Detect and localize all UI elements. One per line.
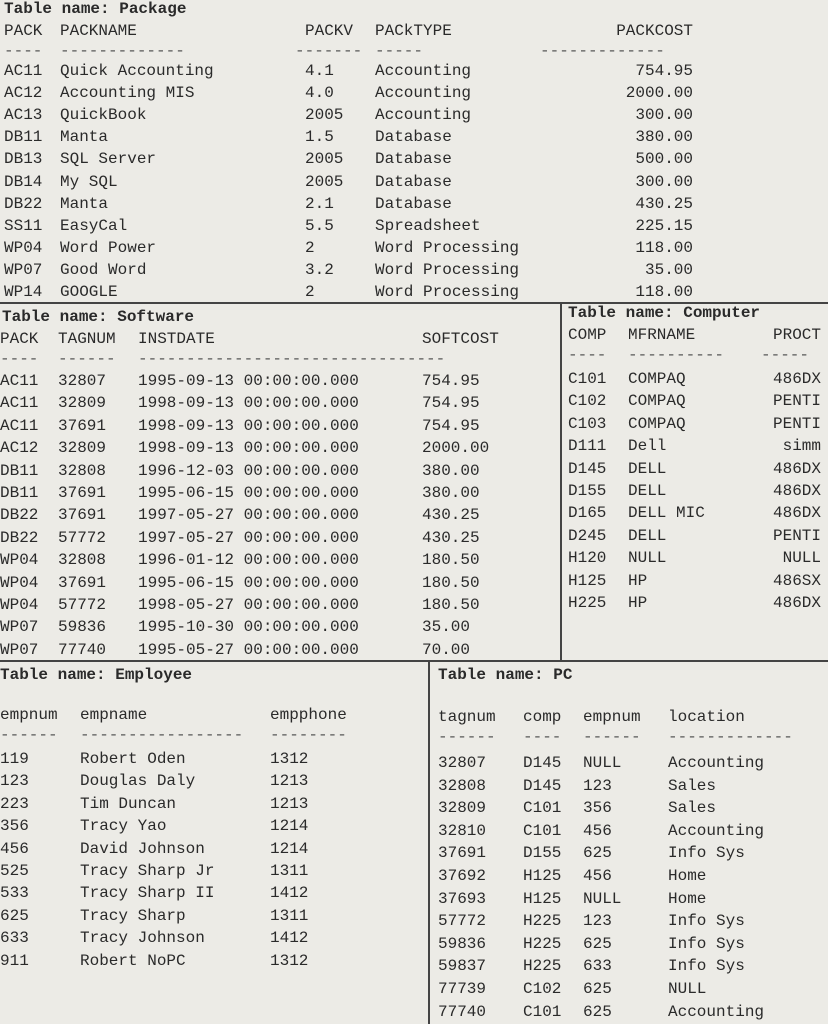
table-cell: 4.1 <box>305 62 334 80</box>
header-rule: ---------- <box>628 346 725 364</box>
table-cell: DB14 <box>4 172 43 191</box>
table-cell: David Johnson <box>80 839 205 858</box>
table-cell: H225 <box>523 934 562 953</box>
table-cell: H125 <box>523 867 562 885</box>
table-cell: 123 <box>583 912 612 931</box>
divider <box>560 302 562 660</box>
table-cell: 1997-05-27 00:00:00.000 <box>138 528 359 547</box>
table-cell: Accounting MIS <box>60 84 195 103</box>
column-header: empnum <box>0 706 58 724</box>
column-header: SOFTCOST <box>422 330 499 348</box>
table-cell: 456 <box>583 867 612 885</box>
table-cell: H225 <box>523 957 562 976</box>
table-cell: 911 <box>0 951 29 970</box>
table-cell: 625 <box>0 906 29 925</box>
table-cell: 2005 <box>305 150 344 169</box>
table-cell: SQL Server <box>60 150 157 169</box>
table-cell: EasyCal <box>60 216 128 235</box>
table-cell: Quick Accounting <box>60 62 214 80</box>
table-cell: 32807 <box>58 372 107 390</box>
table-cell: 754.95 <box>422 372 480 390</box>
table-cell: NULL <box>583 754 622 772</box>
table-cell: 37692 <box>438 867 487 885</box>
column-header: empnum <box>583 708 641 726</box>
table-cell: 1412 <box>270 884 309 903</box>
table-cell: D155 <box>568 482 607 500</box>
package-table <box>0 0 828 304</box>
table-cell: 37691 <box>58 416 107 435</box>
table-cell: DELL <box>628 482 667 500</box>
table-cell: 32808 <box>58 461 107 480</box>
table-cell: 1998-09-13 00:00:00.000 <box>138 394 359 413</box>
table-cell: DELL MIC <box>628 504 705 523</box>
computer-table <box>562 304 828 660</box>
table-cell: 2000.00 <box>422 439 490 458</box>
table-cell: 430.25 <box>422 506 480 525</box>
table-cell: DB22 <box>4 194 43 213</box>
table-cell: 1213 <box>270 794 309 813</box>
table-cell: 1214 <box>270 817 309 836</box>
column-header: PACkTYPE <box>375 22 452 40</box>
table-cell: 525 <box>0 862 29 880</box>
column-header: tagnum <box>438 708 496 726</box>
table-cell: Manta <box>60 128 109 147</box>
table-cell: C101 <box>568 370 607 388</box>
table-cell: simm <box>782 437 821 456</box>
table-title: Table name: Software <box>2 308 195 326</box>
header-rule: ---- <box>523 728 562 746</box>
table-cell: 5.5 <box>305 216 334 235</box>
column-header: PACK <box>4 22 43 40</box>
table-cell: 223 <box>0 794 29 813</box>
header-rule: ------------- <box>668 728 793 746</box>
table-cell: AC12 <box>4 84 43 103</box>
table-cell: DB22 <box>0 506 39 525</box>
table-cell: 1213 <box>270 772 309 791</box>
table-cell: 754.95 <box>422 394 480 413</box>
table-cell: Word Power <box>60 238 157 257</box>
table-cell: 1996-01-12 00:00:00.000 <box>138 551 359 570</box>
table-cell: 37693 <box>438 889 487 908</box>
table-cell: 486DX <box>772 504 821 523</box>
table-cell: Robert Oden <box>80 750 186 768</box>
table-cell: 32809 <box>58 439 107 458</box>
table-cell: NULL <box>583 889 622 908</box>
table-cell: C103 <box>568 414 607 433</box>
column-header: PROCT <box>772 326 821 344</box>
header-rule: ------ <box>583 728 641 746</box>
table-cell: 123 <box>0 772 29 791</box>
table-cell: C101 <box>523 821 562 840</box>
header-rule: ------- <box>295 42 363 60</box>
header-rule: ---- <box>4 42 43 60</box>
table-cell: Home <box>668 867 707 885</box>
table-cell: 32810 <box>438 821 487 840</box>
table-cell: 380.00 <box>635 128 693 147</box>
table-cell: 180.50 <box>422 596 480 614</box>
table-cell: 118.00 <box>635 238 693 257</box>
table-cell: 1311 <box>270 862 309 880</box>
table-cell: 70.00 <box>422 640 471 659</box>
table-cell: Good Word <box>60 260 147 279</box>
table-cell: H125 <box>523 889 562 908</box>
table-cell: Tracy Sharp II <box>80 884 215 903</box>
table-cell: DB13 <box>4 150 43 169</box>
table-cell: 380.00 <box>422 484 480 502</box>
table-cell: 633 <box>583 957 612 976</box>
table-cell: Spreadsheet <box>375 216 481 235</box>
table-cell: 1996-12-03 00:00:00.000 <box>138 461 359 480</box>
table-cell: 4.0 <box>305 84 334 103</box>
header-rule: ----- <box>761 346 810 364</box>
table-cell: 3.2 <box>305 260 334 279</box>
table-title: Table name: Employee <box>0 666 193 684</box>
table-cell: 1312 <box>270 750 309 768</box>
table-cell: 57772 <box>438 912 487 931</box>
table-cell: 35.00 <box>644 260 693 279</box>
table-cell: D145 <box>568 459 607 478</box>
table-cell: GOOGLE <box>60 283 118 301</box>
table-cell: WP04 <box>0 596 39 614</box>
table-cell: Database <box>375 194 452 213</box>
table-cell: 1995-05-27 00:00:00.000 <box>138 640 359 659</box>
table-cell: 430.25 <box>422 528 480 547</box>
table-cell: PENTI <box>772 392 821 411</box>
table-cell: COMPAQ <box>628 414 686 433</box>
table-cell: 57772 <box>58 528 107 547</box>
table-cell: 356 <box>0 817 29 836</box>
table-cell: NULL <box>668 980 707 998</box>
table-cell: 77740 <box>438 1002 487 1021</box>
table-cell: DELL <box>628 459 667 478</box>
table-cell: 625 <box>583 844 612 863</box>
table-cell: My SQL <box>60 172 118 191</box>
table-cell: Manta <box>60 194 109 213</box>
table-cell: C102 <box>523 980 562 998</box>
table-cell: H225 <box>523 912 562 931</box>
table-cell: D145 <box>523 754 562 772</box>
table-cell: Database <box>375 128 452 147</box>
table-cell: 1.5 <box>305 128 334 147</box>
table-cell: Tracy Sharp Jr <box>80 862 215 880</box>
column-header: TAGNUM <box>58 330 116 348</box>
table-cell: 1995-06-15 00:00:00.000 <box>138 573 359 592</box>
employee-table <box>0 662 428 1024</box>
table-cell: AC11 <box>4 62 43 80</box>
table-cell: 2 <box>305 283 315 301</box>
column-header: PACKCOST <box>616 22 693 40</box>
table-cell: 180.50 <box>422 551 480 570</box>
column-header: INSTDATE <box>138 330 215 348</box>
table-cell: 625 <box>583 934 612 953</box>
table-cell: Accounting <box>375 84 472 103</box>
table-cell: Accounting <box>375 62 472 80</box>
divider <box>428 660 430 1024</box>
table-cell: SS11 <box>4 216 43 235</box>
table-cell: 625 <box>583 980 612 998</box>
header-rule: ---- <box>0 350 39 368</box>
table-title: Table name: Package <box>4 0 187 18</box>
table-cell: 300.00 <box>635 172 693 191</box>
table-cell: H125 <box>568 571 607 590</box>
table-cell: 2005 <box>305 106 344 125</box>
column-header: PACK <box>0 330 39 348</box>
table-cell: 37691 <box>58 484 107 502</box>
header-rule: ------------- <box>540 42 665 60</box>
table-cell: 300.00 <box>635 106 693 125</box>
table-cell: PENTI <box>772 526 821 545</box>
divider <box>0 302 828 304</box>
table-cell: COMPAQ <box>628 392 686 411</box>
column-header: comp <box>523 708 562 726</box>
header-rule: ------------- <box>60 42 185 60</box>
table-cell: DB11 <box>0 461 39 480</box>
table-cell: 77740 <box>58 640 107 659</box>
table-cell: 486DX <box>772 370 821 388</box>
table-cell: 486DX <box>772 594 821 612</box>
table-cell: H225 <box>568 594 607 612</box>
table-cell: C102 <box>568 392 607 411</box>
table-cell: HP <box>628 571 648 590</box>
table-cell: Info Sys <box>668 934 745 953</box>
header-rule: ----- <box>375 42 424 60</box>
column-header: MFRNAME <box>628 326 696 344</box>
table-cell: NULL <box>782 549 821 568</box>
table-cell: 1998-09-13 00:00:00.000 <box>138 439 359 458</box>
table-cell: Accounting <box>668 1002 765 1021</box>
header-rule: ------ <box>58 350 116 368</box>
table-cell: 37691 <box>438 844 487 863</box>
pc-table <box>430 662 828 1024</box>
table-cell: COMPAQ <box>628 370 686 388</box>
header-rule: -------------------------------- <box>138 350 446 368</box>
header-rule: ----------------- <box>80 726 244 744</box>
table-cell: 57772 <box>58 596 107 614</box>
table-cell: 59836 <box>58 618 107 637</box>
table-cell: Tracy Yao <box>80 817 167 836</box>
table-cell: 59837 <box>438 957 487 976</box>
table-cell: Word Processing <box>375 238 520 257</box>
table-cell: 35.00 <box>422 618 471 637</box>
table-cell: 118.00 <box>635 283 693 301</box>
table-cell: 123 <box>583 776 612 795</box>
table-cell: 2.1 <box>305 194 334 213</box>
table-cell: Word Processing <box>375 283 520 301</box>
table-cell: 1412 <box>270 929 309 948</box>
table-cell: 32808 <box>438 776 487 795</box>
table-cell: 1995-06-15 00:00:00.000 <box>138 484 359 502</box>
table-cell: 1998-09-13 00:00:00.000 <box>138 416 359 435</box>
table-cell: 37691 <box>58 506 107 525</box>
table-cell: Info Sys <box>668 844 745 863</box>
table-cell: WP04 <box>0 573 39 592</box>
table-cell: Douglas Daly <box>80 772 196 791</box>
software-table <box>0 304 560 660</box>
table-cell: DELL <box>628 526 667 545</box>
table-cell: 633 <box>0 929 29 948</box>
table-cell: Info Sys <box>668 912 745 931</box>
table-cell: 59836 <box>438 934 487 953</box>
table-cell: 456 <box>583 821 612 840</box>
table-cell: D155 <box>523 844 562 863</box>
table-cell: 119 <box>0 750 29 768</box>
table-cell: Home <box>668 889 707 908</box>
table-cell: 356 <box>583 799 612 818</box>
table-cell: 754.95 <box>422 416 480 435</box>
table-cell: 32808 <box>58 551 107 570</box>
table-cell: AC11 <box>0 372 39 390</box>
table-cell: DB22 <box>0 528 39 547</box>
table-cell: NULL <box>628 549 667 568</box>
table-cell: 37691 <box>58 573 107 592</box>
table-cell: C101 <box>523 1002 562 1021</box>
table-cell: 1998-05-27 00:00:00.000 <box>138 596 359 614</box>
table-cell: DB11 <box>4 128 43 147</box>
table-cell: DB11 <box>0 484 39 502</box>
table-cell: Info Sys <box>668 957 745 976</box>
column-header: location <box>668 708 745 726</box>
table-title: Table name: Computer <box>568 304 761 322</box>
table-cell: 430.25 <box>635 194 693 213</box>
table-cell: Tracy Sharp <box>80 906 186 925</box>
table-cell: Word Processing <box>375 260 520 279</box>
table-cell: Tracy Johnson <box>80 929 205 948</box>
table-cell: WP14 <box>4 283 43 301</box>
table-cell: 32807 <box>438 754 487 772</box>
table-cell: Database <box>375 172 452 191</box>
column-header: empname <box>80 706 148 724</box>
table-cell: 486DX <box>772 459 821 478</box>
table-cell: 1214 <box>270 839 309 858</box>
table-cell: AC12 <box>0 439 39 458</box>
table-cell: 754.95 <box>635 62 693 80</box>
table-cell: Sales <box>668 776 717 795</box>
table-cell: 380.00 <box>422 461 480 480</box>
table-cell: AC11 <box>0 394 39 413</box>
table-cell: WP07 <box>0 640 39 659</box>
table-cell: WP04 <box>4 238 43 257</box>
header-rule: -------- <box>270 726 347 744</box>
table-cell: 456 <box>0 839 29 858</box>
table-cell: Tim Duncan <box>80 794 177 813</box>
table-cell: QuickBook <box>60 106 147 125</box>
table-cell: AC11 <box>0 416 39 435</box>
table-cell: WP07 <box>0 618 39 637</box>
column-header: COMP <box>568 326 607 344</box>
table-cell: AC13 <box>4 106 43 125</box>
table-cell: 77739 <box>438 980 487 998</box>
table-cell: Dell <box>628 437 667 456</box>
table-cell: WP07 <box>4 260 43 279</box>
table-cell: Accounting <box>668 754 765 772</box>
table-cell: 2005 <box>305 172 344 191</box>
table-cell: HP <box>628 594 648 612</box>
column-header: PACKV <box>305 22 354 40</box>
table-cell: D145 <box>523 776 562 795</box>
table-cell: H120 <box>568 549 607 568</box>
table-cell: D111 <box>568 437 607 456</box>
table-cell: 1995-09-13 00:00:00.000 <box>138 372 359 390</box>
header-rule: ------ <box>438 728 496 746</box>
table-cell: 32809 <box>438 799 487 818</box>
table-cell: Database <box>375 150 452 169</box>
table-cell: 486SX <box>772 571 821 590</box>
header-rule: ---- <box>568 346 607 364</box>
table-cell: WP04 <box>0 551 39 570</box>
table-cell: Sales <box>668 799 717 818</box>
table-cell: C101 <box>523 799 562 818</box>
table-cell: 225.15 <box>635 216 693 235</box>
table-cell: 1312 <box>270 951 309 970</box>
table-title: Table name: PC <box>438 666 573 684</box>
table-cell: 1995-10-30 00:00:00.000 <box>138 618 359 637</box>
divider <box>0 660 828 662</box>
table-cell: D165 <box>568 504 607 523</box>
table-cell: 2000.00 <box>625 84 693 103</box>
column-header: empphone <box>270 706 347 724</box>
table-cell: 533 <box>0 884 29 903</box>
table-cell: D245 <box>568 526 607 545</box>
table-cell: 1997-05-27 00:00:00.000 <box>138 506 359 525</box>
table-cell: Accounting <box>668 821 765 840</box>
table-cell: 32809 <box>58 394 107 413</box>
table-cell: Robert NoPC <box>80 951 186 970</box>
header-rule: ------ <box>0 726 58 744</box>
table-cell: 486DX <box>772 482 821 500</box>
table-cell: Accounting <box>375 106 472 125</box>
table-cell: 2 <box>305 238 315 257</box>
table-cell: 625 <box>583 1002 612 1021</box>
table-cell: PENTI <box>772 414 821 433</box>
table-cell: 500.00 <box>635 150 693 169</box>
table-cell: 180.50 <box>422 573 480 592</box>
column-header: PACKNAME <box>60 22 137 40</box>
table-cell: 1311 <box>270 906 309 925</box>
